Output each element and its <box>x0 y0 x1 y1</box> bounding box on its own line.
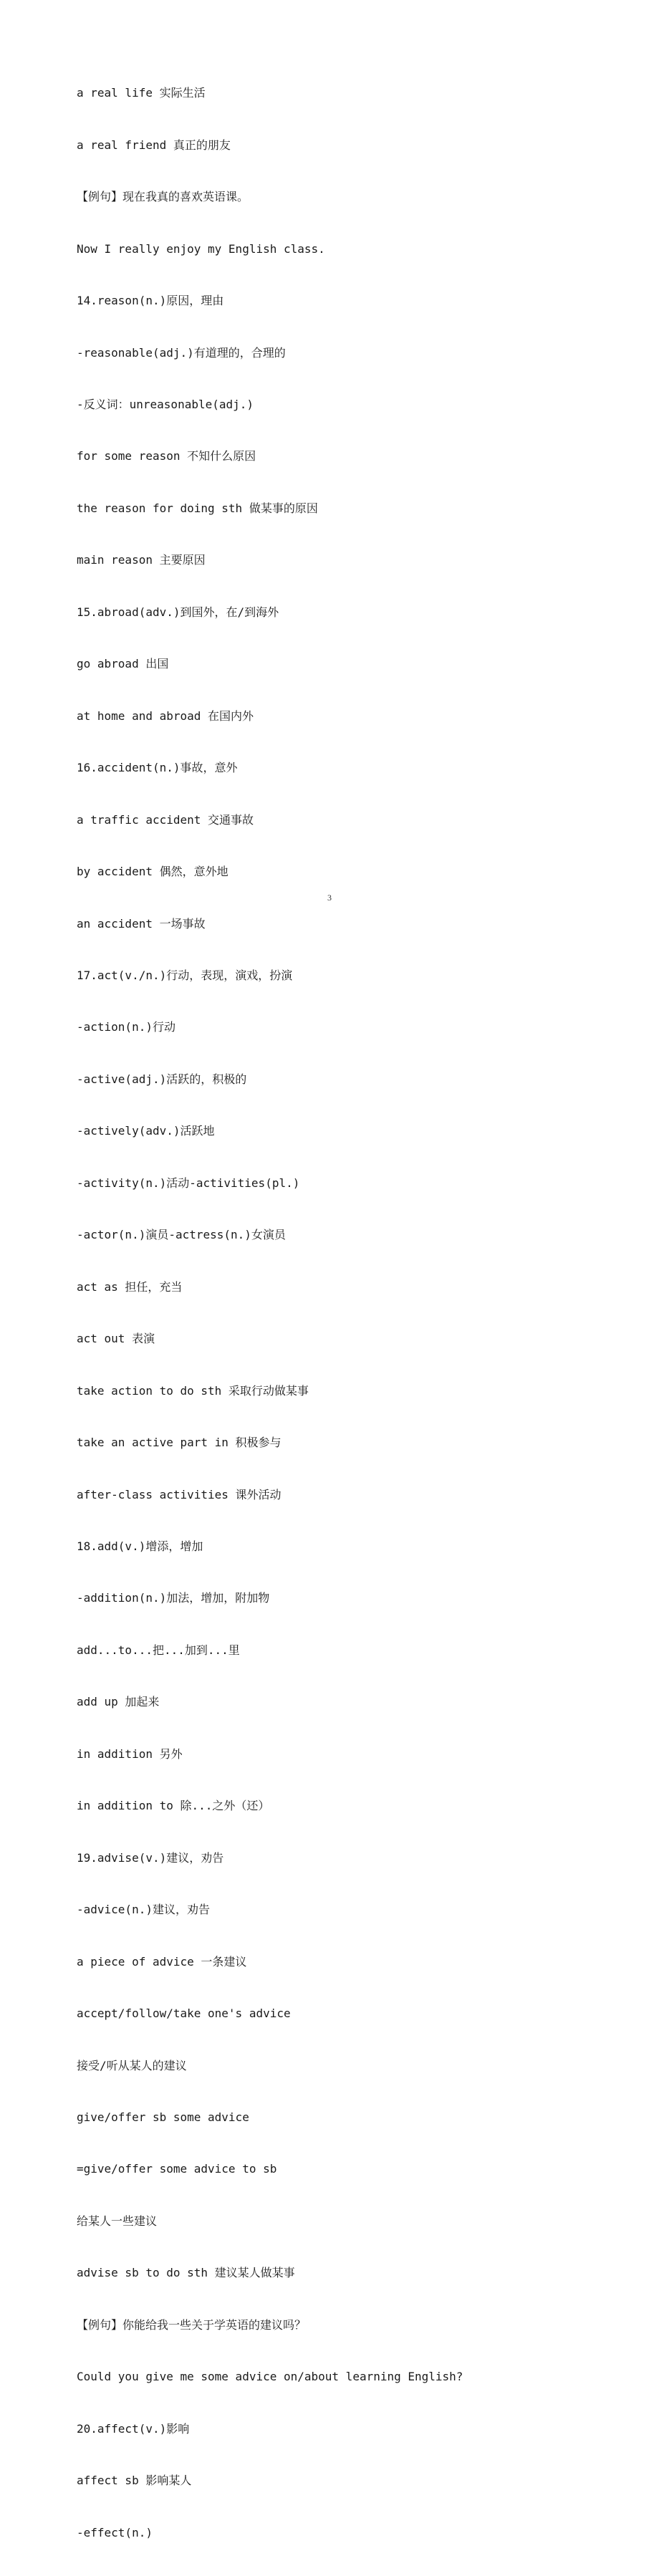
vocabulary-text-block <box>77 50 621 2576</box>
text-line: act as 担任，充当 <box>77 1279 183 1294</box>
text-line: 给某人一些建议 <box>77 2214 158 2228</box>
text-line: =give/offer some advice to sb <box>77 2162 277 2176</box>
page-number: 3 <box>327 893 332 903</box>
text-line: -effect(n.) <box>77 2525 153 2539</box>
example-sentence-label: 【例句】现在我真的喜欢英语课。 <box>77 190 249 204</box>
text-line: an accident 一场事故 <box>77 916 206 931</box>
text-line: affect sb 影响某人 <box>77 2474 192 2488</box>
text-line: after-class activities 课外活动 <box>77 1487 282 1501</box>
vocab-entry-heading: 17.act(v./n.)行动，表现，演戏，扮演 <box>77 969 293 983</box>
text-line: at home and abroad 在国内外 <box>77 708 254 723</box>
text-line: advise sb to do sth 建议某人做某事 <box>77 2266 295 2280</box>
text-line: -addition(n.)加法，增加，附加物 <box>77 1591 270 1605</box>
text-line: -actor(n.)演员-actress(n.)女演员 <box>77 1228 286 1242</box>
text-line: give/offer sb some advice <box>77 2110 249 2124</box>
text-line: -actively(adv.)活跃地 <box>77 1124 215 1138</box>
vocab-entry-heading: 19.advise(v.)建议，劝告 <box>77 1850 224 1865</box>
text-line: add up 加起来 <box>77 1695 160 1709</box>
vocab-entry-heading: 15.abroad(adv.)到国外，在/到海外 <box>77 605 279 619</box>
vocab-entry-heading: 20.affect(v.)影响 <box>77 2421 190 2436</box>
vocab-entry-heading: 16.accident(n.)事故，意外 <box>77 761 238 775</box>
text-line: a piece of advice 一条建议 <box>77 1954 247 1969</box>
text-line: take an active part in 积极参与 <box>77 1436 282 1450</box>
text-line: for some reason 不知什么原因 <box>77 449 256 463</box>
text-line: Now I really enjoy my English class. <box>77 241 325 256</box>
text-line: a real life 实际生活 <box>77 86 206 100</box>
text-line: act out 表演 <box>77 1332 155 1346</box>
text-line: in addition 另外 <box>77 1746 183 1761</box>
text-line: by accident 偶然，意外地 <box>77 865 229 879</box>
vocab-entry-heading: 14.reason(n.)原因，理由 <box>77 294 224 308</box>
text-line: accept/follow/take one's advice <box>77 2007 291 2021</box>
text-line: main reason 主要原因 <box>77 553 206 567</box>
text-line: add...to...把...加到...里 <box>77 1643 240 1657</box>
vocab-entry-heading: 18.add(v.)增添，增加 <box>77 1539 203 1553</box>
text-line: -advice(n.)建议，劝告 <box>77 1903 210 1917</box>
text-line: -反义词：unreasonable(adj.) <box>77 398 254 412</box>
text-line: -activity(n.)活动-activities(pl.) <box>77 1176 300 1190</box>
text-line: -active(adj.)活跃的，积极的 <box>77 1072 247 1086</box>
text-line: a traffic accident 交通事故 <box>77 812 254 827</box>
text-line: the reason for doing sth 做某事的原因 <box>77 501 318 515</box>
text-line: a real friend 真正的朋友 <box>77 138 231 152</box>
text-line: Could you give me some advice on/about learning English? <box>77 2370 463 2384</box>
text-line: go abroad 出国 <box>77 657 169 671</box>
text-line: 接受/听从某人的建议 <box>77 2058 187 2072</box>
text-line: take action to do sth 采取行动做某事 <box>77 1383 309 1398</box>
text-line: -reasonable(adj.)有道理的，合理的 <box>77 345 286 360</box>
example-sentence-label: 【例句】你能给我一些关于学英语的建议吗？ <box>77 2317 307 2332</box>
text-line: -action(n.)行动 <box>77 1020 175 1034</box>
text-line: in addition to 除...之外（还） <box>77 1799 270 1813</box>
